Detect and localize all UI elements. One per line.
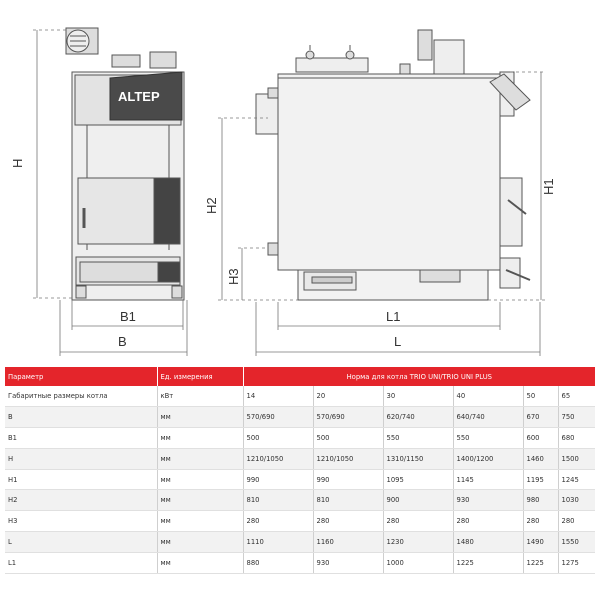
- cell-value: 550: [453, 427, 523, 448]
- cell-value: 1550: [558, 532, 595, 553]
- header-parameter: Параметр: [5, 367, 157, 386]
- cell-value: 550: [383, 427, 453, 448]
- dim-label-h2: H2: [204, 197, 219, 214]
- cell-value: 1210/1050: [313, 448, 383, 469]
- cell-unit: мм: [157, 490, 243, 511]
- cell-value: 810: [313, 490, 383, 511]
- cell-value: 30: [383, 386, 453, 406]
- cell-value: 1245: [558, 469, 595, 490]
- cell-value: 1480: [453, 532, 523, 553]
- cell-value: 280: [313, 511, 383, 532]
- brand-logo: ALTEP: [118, 89, 160, 104]
- cell-value: 1000: [383, 553, 453, 574]
- cell-value: 1225: [453, 553, 523, 574]
- cell-value: 810: [243, 490, 313, 511]
- table-row: [5, 490, 595, 511]
- cell-value: 750: [558, 406, 595, 427]
- cell-parameter: L: [5, 532, 157, 553]
- cell-value: 1500: [558, 448, 595, 469]
- header-norm: Норма для котла TRIO UNI/TRIO UNI PLUS: [243, 367, 595, 386]
- cell-value: 20: [313, 386, 383, 406]
- cell-parameter: H: [5, 448, 157, 469]
- cell-unit: мм: [157, 532, 243, 553]
- cell-parameter: H2: [5, 490, 157, 511]
- cell-unit: кВт: [157, 386, 243, 406]
- cell-value: 1145: [453, 469, 523, 490]
- table-row: [5, 511, 595, 532]
- cell-value: 14: [243, 386, 313, 406]
- cell-value: 1225: [523, 553, 558, 574]
- dim-label-l1: L1: [386, 309, 401, 324]
- cell-unit: мм: [157, 427, 243, 448]
- cell-value: 1310/1150: [383, 448, 453, 469]
- cell-parameter: B: [5, 406, 157, 427]
- specification-table: [5, 367, 595, 574]
- table-body: [5, 386, 595, 574]
- cell-value: 1275: [558, 553, 595, 574]
- cell-value: 280: [453, 511, 523, 532]
- table-row: [5, 427, 595, 448]
- cell-value: 1030: [558, 490, 595, 511]
- cell-value: 930: [313, 553, 383, 574]
- table-row: [5, 469, 595, 490]
- cell-value: 1160: [313, 532, 383, 553]
- cell-value: 1230: [383, 532, 453, 553]
- cell-value: 640/740: [453, 406, 523, 427]
- cell-value: 280: [383, 511, 453, 532]
- dim-label-b1: B1: [120, 309, 136, 324]
- cell-parameter: H3: [5, 511, 157, 532]
- dim-label-b: B: [118, 334, 127, 349]
- table-row: [5, 532, 595, 553]
- cell-value: 1210/1050: [243, 448, 313, 469]
- cell-parameter: L1: [5, 553, 157, 574]
- cell-parameter: B1: [5, 427, 157, 448]
- cell-value: 50: [523, 386, 558, 406]
- cell-unit: мм: [157, 448, 243, 469]
- cell-value: 680: [558, 427, 595, 448]
- cell-value: 900: [383, 490, 453, 511]
- cell-value: 1195: [523, 469, 558, 490]
- cell-unit: мм: [157, 406, 243, 427]
- cell-unit: мм: [157, 469, 243, 490]
- cell-value: 990: [313, 469, 383, 490]
- header-unit: Ед. измерения: [157, 367, 243, 386]
- cell-value: 600: [523, 427, 558, 448]
- table-header-row: [5, 367, 595, 386]
- dim-label-h1: H1: [541, 178, 556, 195]
- cell-value: 280: [558, 511, 595, 532]
- cell-value: 280: [243, 511, 313, 532]
- table-row: [5, 448, 595, 469]
- cell-unit: мм: [157, 553, 243, 574]
- cell-value: 620/740: [383, 406, 453, 427]
- cell-value: 570/690: [243, 406, 313, 427]
- cell-value: 40: [453, 386, 523, 406]
- dim-label-h: H: [10, 158, 25, 168]
- cell-value: 65: [558, 386, 595, 406]
- cell-value: 1490: [523, 532, 558, 553]
- cell-value: 980: [523, 490, 558, 511]
- front-view: [66, 28, 184, 300]
- cell-value: 670: [523, 406, 558, 427]
- cell-value: 930: [453, 490, 523, 511]
- cell-parameter: Габаритные размеры котла: [5, 386, 157, 406]
- cell-parameter: H1: [5, 469, 157, 490]
- cell-value: 1460: [523, 448, 558, 469]
- dim-label-l: L: [394, 334, 402, 349]
- cell-value: 880: [243, 553, 313, 574]
- cell-value: 1110: [243, 532, 313, 553]
- cell-value: 500: [313, 427, 383, 448]
- cell-value: 1095: [383, 469, 453, 490]
- cell-value: 990: [243, 469, 313, 490]
- cell-value: 570/690: [313, 406, 383, 427]
- table-row: [5, 553, 595, 574]
- side-view: [256, 30, 530, 300]
- cell-value: 280: [523, 511, 558, 532]
- cell-value: 1400/1200: [453, 448, 523, 469]
- dim-label-h3: H3: [226, 268, 241, 285]
- table-row: [5, 386, 595, 406]
- cell-unit: мм: [157, 511, 243, 532]
- cell-value: 500: [243, 427, 313, 448]
- table-row: [5, 406, 595, 427]
